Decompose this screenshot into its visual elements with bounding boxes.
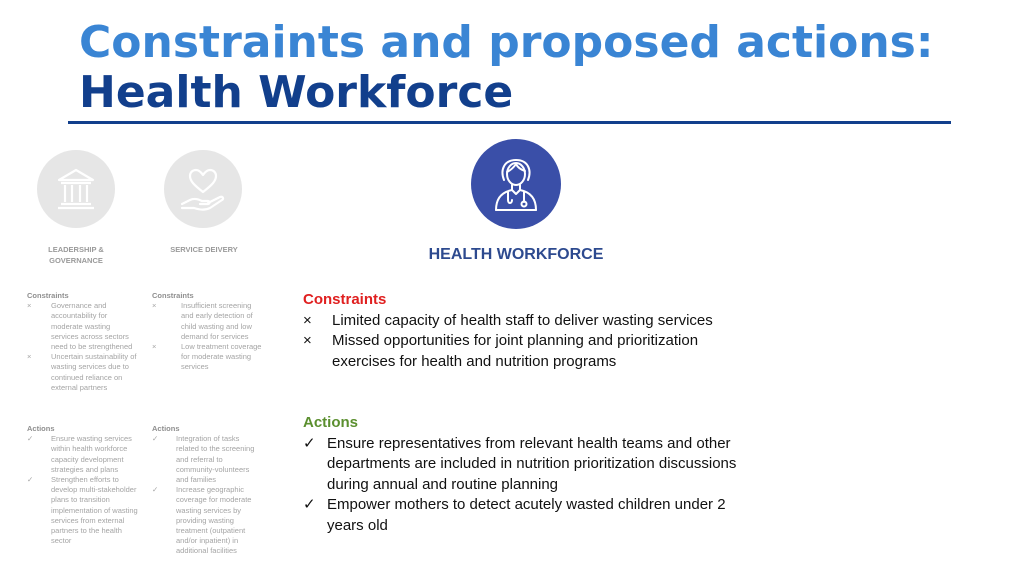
title-line-2: Health Workforce bbox=[79, 67, 514, 118]
check-icon: ✓ bbox=[303, 496, 316, 513]
health-workforce-heading: HEALTH WORKFORCE bbox=[428, 246, 604, 263]
service-delivery-actions bbox=[152, 424, 262, 557]
list-item: × Low treatment coverage for moderate wasting services bbox=[152, 342, 262, 372]
list-item: ✓ Increase geographic coverage for moderate wasting services by providing wasting treatment (outpatient and/or inpatient) in additional facilities bbox=[152, 485, 252, 556]
list-item: ✓ Empower mothers to detect acutely wasted children under 2 years old bbox=[303, 495, 743, 536]
list-item: ✓ Ensure wasting services within health workforce capacity development strategies and plans bbox=[27, 434, 132, 474]
leadership-actions bbox=[27, 424, 139, 546]
health-workforce-actions bbox=[303, 413, 743, 536]
cross-icon: × bbox=[27, 301, 32, 311]
health-worker-stethoscope-icon bbox=[471, 139, 561, 229]
list-item: ✓ Ensure representatives from relevant health teams and other departments are included in nutrition prioritization discussions during annual and routine planning bbox=[303, 434, 743, 496]
cross-icon: × bbox=[303, 311, 312, 329]
check-icon: ✓ bbox=[27, 434, 34, 444]
leadership-heading: LEADERSHIP & GOVERNANCE bbox=[48, 245, 104, 265]
cross-icon: × bbox=[27, 352, 32, 362]
check-icon: ✓ bbox=[152, 485, 159, 495]
health-workforce-constraints bbox=[303, 290, 743, 372]
service-delivery-constraints-label: Constraints bbox=[152, 291, 194, 300]
cross-icon: × bbox=[303, 332, 312, 349]
cross-icon: × bbox=[152, 301, 157, 311]
list-item: ✓ Integration of tasks related to the screening and referral to community-volunteers and families bbox=[152, 434, 255, 485]
leadership-constraints bbox=[27, 291, 139, 393]
building-columns-icon bbox=[37, 150, 115, 228]
constraints-label: Constraints bbox=[303, 291, 387, 308]
page-title bbox=[79, 18, 933, 118]
list-item: × Missed opportunities for joint planning and prioritization exercises for health and nutrition programs bbox=[303, 331, 743, 372]
title-divider bbox=[68, 121, 951, 124]
list-item: × Insufficient screening and early detection of child wasting and low demand for services bbox=[152, 301, 253, 341]
list-item: ✓ Strengthen efforts to develop multi-stakeholder plans to transition implementation of wasting services from external partners to the health sector bbox=[27, 475, 138, 546]
check-icon: ✓ bbox=[152, 434, 159, 444]
check-icon: ✓ bbox=[27, 475, 34, 485]
list-item: × Uncertain sustainability of wasting services due to continued reliance on external partners bbox=[27, 352, 137, 392]
list-item: × Limited capacity of health staff to deliver wasting services bbox=[303, 311, 743, 332]
service-delivery-constraints bbox=[152, 291, 262, 373]
leadership-constraints-label: Constraints bbox=[27, 291, 69, 300]
actions-label: Actions bbox=[303, 414, 359, 431]
title-line-1: Constraints and proposed actions: bbox=[79, 17, 934, 68]
leadership-actions-label: Actions bbox=[27, 424, 55, 433]
service-delivery-actions-label: Actions bbox=[152, 424, 180, 433]
list-item: × Governance and accountability for moderate wasting services across sectors need to be strengthened bbox=[27, 301, 133, 352]
heart-in-hand-icon bbox=[164, 150, 242, 228]
check-icon: ✓ bbox=[303, 434, 316, 452]
cross-icon: × bbox=[152, 342, 157, 352]
service-delivery-heading: SERVICE DEIVERY bbox=[170, 245, 238, 254]
